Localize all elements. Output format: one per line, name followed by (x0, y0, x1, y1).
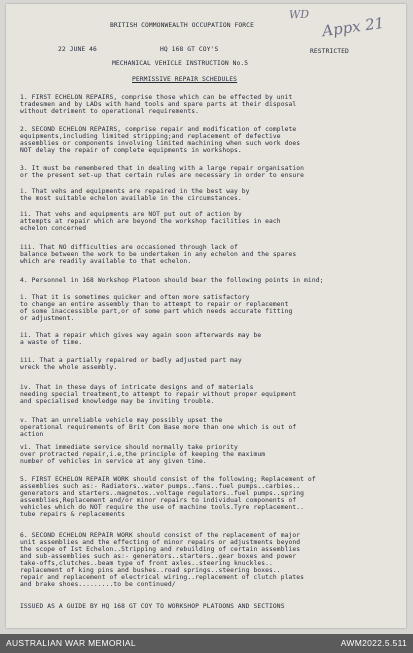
text-line: iv. That in these days of intricate designs and of materials (20, 384, 254, 391)
text-line: ii. That vehs and equipments are NOT put out of action by (20, 211, 242, 218)
text-line: a waste of time. (20, 339, 83, 346)
document-date: 22 JUNE 46 (58, 46, 97, 53)
text-line: to change an entire assembly than to attempt to repair or replacement (20, 301, 289, 308)
text-line: of some inaccessible part,or of some part which needs accurate fitting (20, 308, 293, 315)
text-line: and specialised knowledge may be inviting trouble. (20, 398, 215, 405)
text-line: needing special treatment,to attempt to repair without proper equipment (20, 391, 297, 398)
text-line: echelon concerned (20, 225, 87, 232)
footer-right: AWM2022.5.511 (340, 638, 407, 648)
text-line: vehicles which do NOT require the use of machine tools.Tyre replacement.. (20, 504, 305, 511)
text-line: i. That vehs and equipments are repaired in the best way by (20, 188, 250, 195)
text-line: and sub-assemblies such as:- generators..starters..gear boxes and power (20, 553, 297, 560)
text-line: wreck the whole assembly. (20, 364, 118, 371)
text-line: number of vehicles in service at any given time. (20, 458, 207, 465)
text-line: attempts at repair which are beyond the workshop facilities in each (20, 218, 281, 225)
text-line: action (20, 431, 44, 438)
text-line: 2. SECOND ECHELON REPAIRS, comprise repair and modification of complete (20, 126, 297, 133)
text-line: which are readily available to that echelon. (20, 258, 192, 265)
text-line: equipments,including limited stripping;and replacement of defective (20, 133, 281, 140)
text-line: balance between the work to be undertaken in any echelon and the spares (20, 251, 297, 258)
text-line: generators and starters..magnetos..voltage regulators..fuel pumps..spring (20, 490, 305, 497)
text-line: 4. Personnel in 168 Workshop Platoon should bear the following points in mind; (20, 277, 324, 284)
header-line: BRITISH COMMONWEALTH OCCUPATION FORCE (110, 22, 254, 29)
text-line: iii. That a partially repaired or badly adjusted part may (20, 357, 242, 364)
text-line: vi. That immediate service should normally take priority (20, 444, 238, 451)
handwritten-initials: WD (288, 7, 310, 22)
classification: RESTRICTED (310, 48, 349, 55)
text-line: iii. That NO difficulties are occasioned through lack of (20, 244, 238, 251)
text-line: tube repairs & replacements (20, 511, 126, 518)
text-line: assemblies such as:- Radiators..water pumps..fans..fuel pumps..carbies.. (20, 483, 301, 490)
text-line: i. That it is sometimes quicker and often more satisfactory (20, 294, 250, 301)
footer-left: AUSTRALIAN WAR MEMORIAL (6, 638, 136, 648)
text-line: and brake shoes.........to be continued/ (20, 581, 176, 588)
text-line: over protracted repair,i.e,the principle of keeping the maximum (20, 451, 266, 458)
text-line: 5. FIRST ECHELON REPAIR WORK should consist of the following; Replacement of (20, 476, 316, 483)
text-line: 3. It must be remembered that in dealing with a large repair organisation (20, 165, 305, 172)
text-line: 1. FIRST ECHELON REPAIRS, comprise those which can be effected by unit (20, 94, 293, 101)
text-line: the scope of Ist Echelon..Stripping and rebuilding of certain assemblies (20, 546, 301, 553)
text-line: v. That an unreliable vehicle may possibly upset the (20, 417, 223, 424)
text-line: replacement of king pins and bushes..road springs..steering boxes.. (20, 567, 281, 574)
text-line: assemblies or components involving limited machining when such work does (20, 140, 301, 147)
text-line: repair and replacement of electrical wiring..replacement of clutch plates (20, 574, 305, 581)
text-line: or the present set-up that certain rules are necessary in order to ensure (20, 172, 305, 179)
text-line: take-offs,clutches..beam type of front axles..steering knuckles.. (20, 560, 273, 567)
text-line: NOT delay the repair of complete equipments in workshops. (20, 147, 242, 154)
issued-note: ISSUED AS A GUIDE BY HQ 168 GT COY TO WORKSHOP PLATOONS AND SECTIONS (20, 603, 285, 610)
text-line: tradesmen and by LADs with hand tools and spare parts at their disposal (20, 101, 297, 108)
footer-bar (0, 634, 413, 653)
text-line: the most suitable echelon available in the circumstances. (20, 195, 242, 202)
text-line: 6. SECOND ECHELON REPAIR WORK should consist of the replacement of major (20, 532, 301, 539)
instruction-title: MECHANICAL VEHICLE INSTRUCTION No.5 (112, 60, 249, 67)
text-line: or adjustment. (20, 315, 75, 322)
text-line: without detriment to operational requirements. (20, 108, 199, 115)
text-line: ii. That a repair which gives way again soon afterwards may be (20, 332, 262, 339)
text-line: operational requirements of Brit Com Base more than one which is out of (20, 424, 297, 431)
document-subtitle: PERMISSIVE REPAIR SCHEDULES (132, 76, 238, 83)
hq-line: HQ 168 GT COY'S (160, 46, 219, 53)
handwritten-appendix: Appx 21 (321, 13, 386, 41)
text-line: unit assemblies and the effecting of minor repairs or adjustments beyond (20, 539, 301, 546)
text-line: assemblies,Replacement and/or minor repairs to individual components of (20, 497, 297, 504)
